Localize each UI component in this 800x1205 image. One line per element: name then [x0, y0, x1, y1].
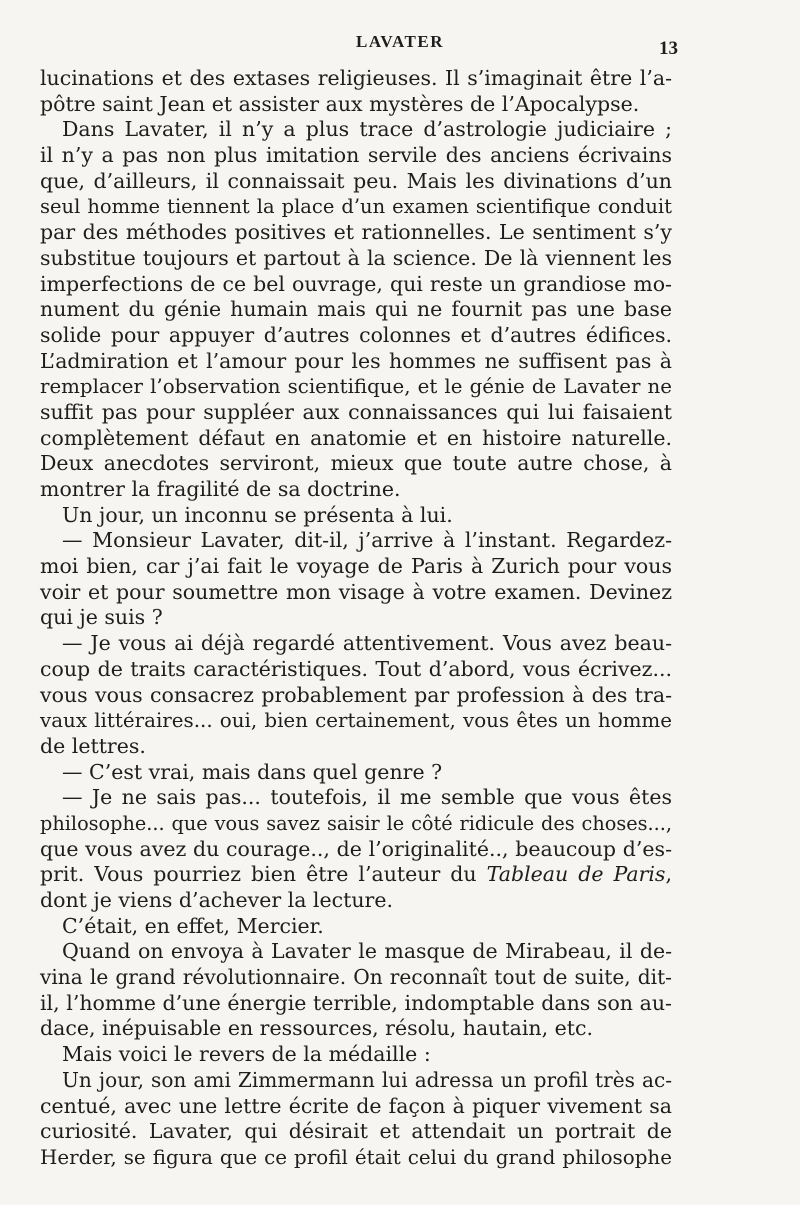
text-line [40, 451, 672, 477]
text-line [40, 1145, 672, 1171]
line-text: vaux littéraires... oui, bien certainement, vous êtes un homme [40, 709, 672, 733]
line-text: complètement défaut en anatomie et en histoire naturelle. [40, 425, 672, 450]
text-line [40, 66, 672, 92]
text-line [40, 914, 672, 940]
text-line [40, 477, 672, 503]
text-line [40, 272, 672, 298]
line-text-after: , [665, 862, 672, 887]
line-text: il, l’homme d’une énergie terrible, indomptable dans son au- [40, 990, 672, 1015]
text-line [40, 528, 672, 554]
line-text: Herder, se figura que ce profil était celui du grand philosophe [40, 1145, 672, 1169]
line-text: de lettres. [40, 733, 146, 758]
text-line [40, 708, 672, 734]
text-line [40, 939, 672, 965]
line-text: — Je vous ai déjà regardé attentivement. Vous avez beau- [62, 631, 672, 656]
line-text: par des méthodes positives et rationnelles. Le sentiment s’y [40, 220, 672, 245]
line-text: coup de traits caractéristiques. Tout d’abord, vous écrivez... [40, 656, 672, 681]
line-text: Un jour, son ami Zimmermann lui adressa un profil très ac- [62, 1067, 672, 1092]
line-text: voir et pour soumettre mon visage à votre examen. Devinez [40, 579, 672, 604]
line-text: nument du génie humain mais qui ne fournit pas une base [40, 297, 672, 322]
line-text: remplacer l’observation scientifique, et le génie de Lavater ne [40, 375, 672, 399]
text-line [40, 220, 672, 246]
running-head: LAVATER [356, 32, 444, 51]
line-text: Quand on envoya à Lavater le masque de Mirabeau, il de- [62, 939, 672, 964]
text-line [40, 605, 672, 631]
page-header [0, 30, 800, 60]
text-line [40, 631, 672, 657]
text-line [40, 1068, 672, 1094]
line-text: — Je ne sais pas... toutefois, il me semble que vous êtes [62, 785, 672, 810]
text-line [40, 426, 672, 452]
text-line [40, 400, 672, 426]
line-text: C’était, en effet, Mercier. [62, 913, 324, 938]
line-text: — C’est vrai, mais dans quel genre ? [62, 759, 443, 784]
text-line [40, 1042, 672, 1068]
line-text: vina le grand révolutionnaire. On reconnaît tout de suite, dit- [40, 965, 672, 990]
text-line [40, 734, 672, 760]
text-line [40, 323, 672, 349]
text-line [40, 683, 672, 709]
text-line [40, 888, 672, 914]
text-line [40, 1016, 672, 1042]
text-line [40, 657, 672, 683]
line-text: substitue toujours et partout à la science. De là viennent les [40, 245, 672, 270]
line-text: il n’y a pas non plus imitation servile des anciens écrivains [40, 143, 672, 168]
text-line [40, 580, 672, 606]
text-line [40, 92, 672, 118]
line-text: centué, avec une lettre écrite de façon à piquer vivement sa [40, 1093, 672, 1118]
line-text: seul homme tiennent la place d’un examen scientifique conduit [40, 195, 672, 219]
line-text: Dans Lavater, il n’y a plus trace d’astrologie judiciaire ; [62, 117, 672, 142]
body-text [40, 66, 672, 1171]
line-text: L’admiration et l’amour pour les hommes ne suffisent pas à [40, 348, 672, 373]
text-line [40, 811, 672, 837]
line-text: moi bien, car j’ai fait le voyage de Paris à Zurich pour vous [40, 554, 672, 579]
line-text: imperfections de ce bel ouvrage, qui reste un grandiose mo- [40, 271, 672, 296]
line-text: vous vous consacrez probablement par profession à des tra- [40, 682, 672, 707]
line-text: Un jour, un inconnu se présenta à lui. [62, 502, 453, 527]
text-line [40, 760, 672, 786]
text-line [40, 554, 672, 580]
text-line [40, 1094, 672, 1120]
line-text: dace, inépuisable en ressources, résolu, hautain, etc. [40, 1016, 593, 1041]
text-line [40, 246, 672, 272]
text-line [40, 965, 672, 991]
line-text: lucinations et des extases religieuses. Il s’imaginait être l’a- [40, 66, 672, 90]
text-line [40, 374, 672, 400]
line-text: prit. Vous pourriez bien être l’auteur du [40, 862, 487, 887]
line-text: solide pour appuyer d’autres colonnes et d’autres édifices. [40, 322, 672, 347]
line-text: dont je viens d’achever la lecture. [40, 888, 393, 912]
line-text: pôtre saint Jean et assister aux mystères de l’Apocalypse. [40, 91, 640, 116]
line-text: Mais voici le revers de la médaille : [62, 1042, 431, 1067]
text-line [40, 117, 672, 143]
line-text: qui je suis ? [40, 605, 163, 630]
line-text: curiosité. Lavater, qui désirait et attendait un portrait de [40, 1119, 672, 1144]
text-line [40, 349, 672, 375]
line-text: montrer la fragilité de sa doctrine. [40, 477, 401, 501]
text-line [40, 297, 672, 323]
italic-title: Tableau de Paris [486, 862, 666, 887]
text-line [40, 862, 672, 888]
line-text: que vous avez du courage.., de l’originalité.., beaucoup d’es- [40, 836, 672, 861]
text-line [40, 785, 672, 811]
text-line [40, 503, 672, 529]
line-text: que, d’ailleurs, il connaissait peu. Mais les divinations d’un [40, 168, 672, 193]
text-line [40, 169, 672, 195]
text-line [40, 1119, 672, 1145]
line-text: suffit pas pour suppléer aux connaissances qui lui faisaient [40, 399, 672, 424]
text-line [40, 194, 672, 220]
line-text: — Monsieur Lavater, dit-il, j’arrive à l’instant. Regardez- [62, 528, 672, 553]
page-number: 13 [659, 38, 678, 59]
text-line [40, 837, 672, 863]
text-line [40, 991, 672, 1017]
line-text: Deux anecdotes serviront, mieux que toute autre chose, à [40, 451, 672, 476]
text-line [40, 143, 672, 169]
line-text: philosophe... que vous savez saisir le côté ridicule des choses..., [40, 811, 672, 835]
